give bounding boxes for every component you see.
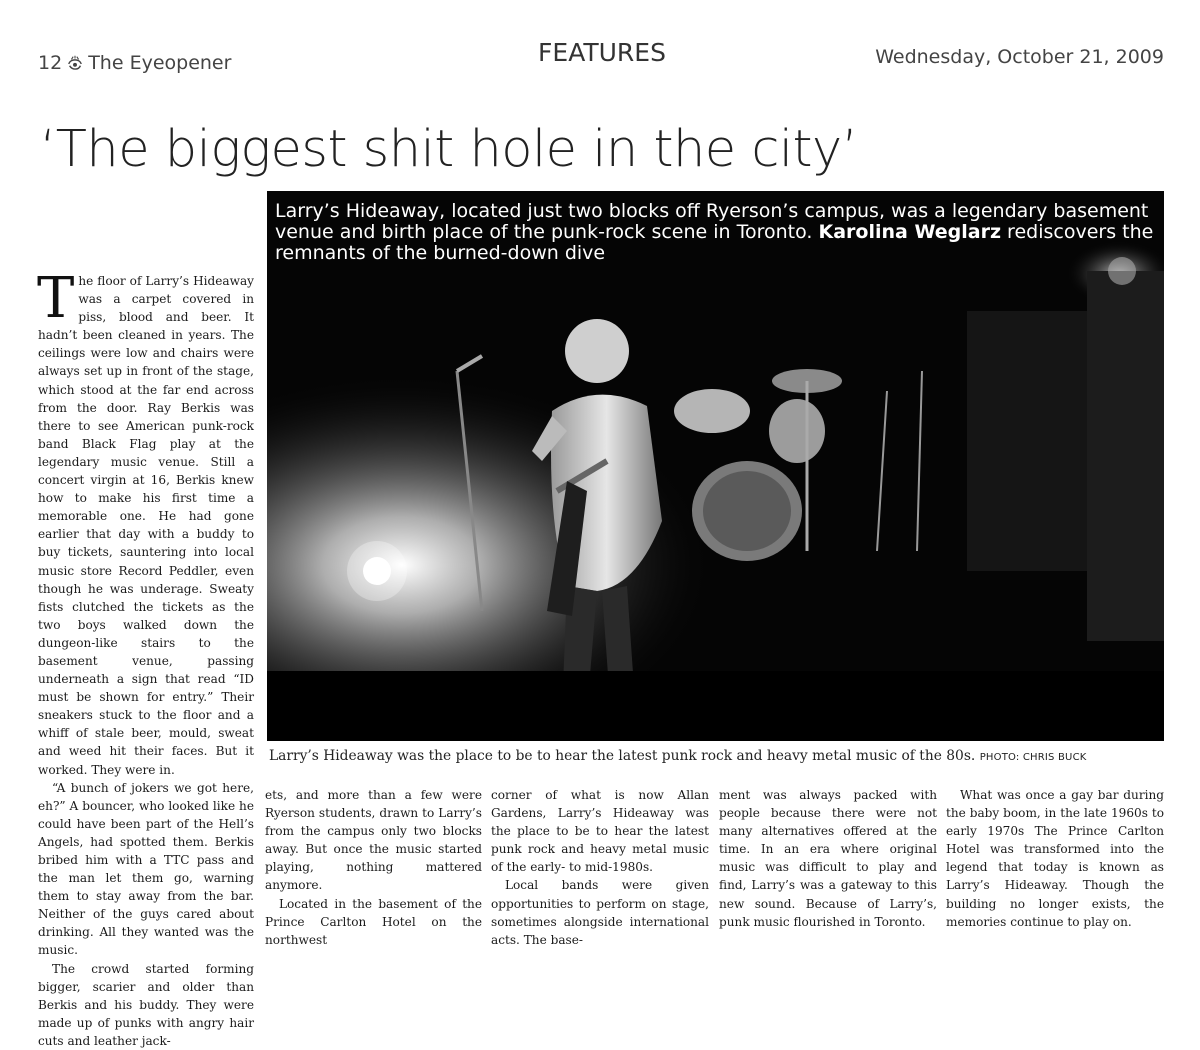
concert-photo-image [267,191,1164,741]
body-paragraph: Local bands were given opportunities to perform on stage, sometimes alongside international acts. The base- [491,878,709,947]
body-column-3 [491,786,709,949]
body-paragraph: ment was always packed with people because there were not many alternatives offered at the time. In an era where original music was difficult to play and find, Larry’s was a gateway to this new sound. Because of Larry’s, punk music flourished in Toronto. [719,788,937,929]
body-column-2 [265,786,482,949]
concert-photo [267,191,1164,741]
page-number: 12 [38,52,63,74]
drop-cap: T [37,266,75,331]
deck-text-after: rediscovers the remnants of the burned-down dive [275,221,1154,264]
body-column-1 [37,266,254,1048]
body-paragraph: The crowd started forming bigger, scarier and older than Berkis and his buddy. They were made up of punks with angry hair cuts and leather jack- [38,961,254,1048]
article-headline: ‘The biggest shit hole in the city’ [40,120,858,179]
article-deck [275,201,1155,264]
body-paragraph: ets, and more than a few were Ryerson students, drawn to Larry’s from the campus only two blocks away. But once the music started playing, nothing mattered anymore. [265,788,482,893]
body-paragraph: corner of what is now Allan Gardens, Larry’s Hideaway was the place to be to hear the latest punk rock and heavy metal music of the early- to mid-1980s. [491,788,709,875]
caption-text: Larry’s Hideaway was the place to be to hear the latest punk rock and heavy metal music of the 80s. [269,748,976,764]
body-paragraph: Located in the basement of the Prince Carlton Hotel on the northwest [265,896,482,947]
photo-credit: PHOTO: CHRIS BUCK [979,752,1087,763]
body-paragraph: The floor of Larry’s Hideaway was a carpet covered in piss, blood and beer. It hadn’t been cleaned in years. The ceilings were low and chairs were always set up in front of the stage, which stood at the far end across from the door. Ray Berkis was there to see American punk-rock band Black Flag play at the legendary music venue. Still a concert virgin at 16, Berkis knew how to make his first time a memorable one. He had gone earlier that day with a buddy to buy tickets, sauntering into local music store Record Peddler, even though he was underage. Sweaty fists clutched the tickets as the two boys walked down the dungeon-like stairs to the basement venue, passing underneath a sign that read “ID must be shown for entry.” Their sneakers stuck to the floor and a whiff of stale beer, mould, sweat and weed hit their faces. But it worked. They were in. [37,266,254,777]
photo-caption [269,748,1169,764]
deck-text-before: Larry’s Hideaway, located just two blocks off Ryerson’s campus, was a legendary basement venue and birth place of the punk-rock scene in Toronto. [275,200,1149,243]
section-title: FEATURES [538,38,666,67]
body-paragraph: “A bunch of jokers we got here, eh?” A bouncer, who looked like he could have been part of the Hell’s Angels, had spotted them. Berkis bribed him with a TTC pass and the man let them go, warning them to stay away from the bar. Neither of the guys cared about drinking. All they wanted was the music. [38,780,254,958]
deck-author: Karolina Weglarz [818,221,1002,243]
body-column-4 [719,786,937,931]
issue-date: Wednesday, October 21, 2009 [875,46,1164,68]
body-column-5 [946,786,1164,931]
body-paragraph: What was once a gay bar during the baby boom, in the late 1960s to early 1970s The Prince Carlton Hotel was transformed into the legend that today is known as Larry’s Hideaway. Though the building no longer exists, the memories continue to play on. [946,788,1164,929]
publication-name: The Eyeopener [88,52,232,74]
